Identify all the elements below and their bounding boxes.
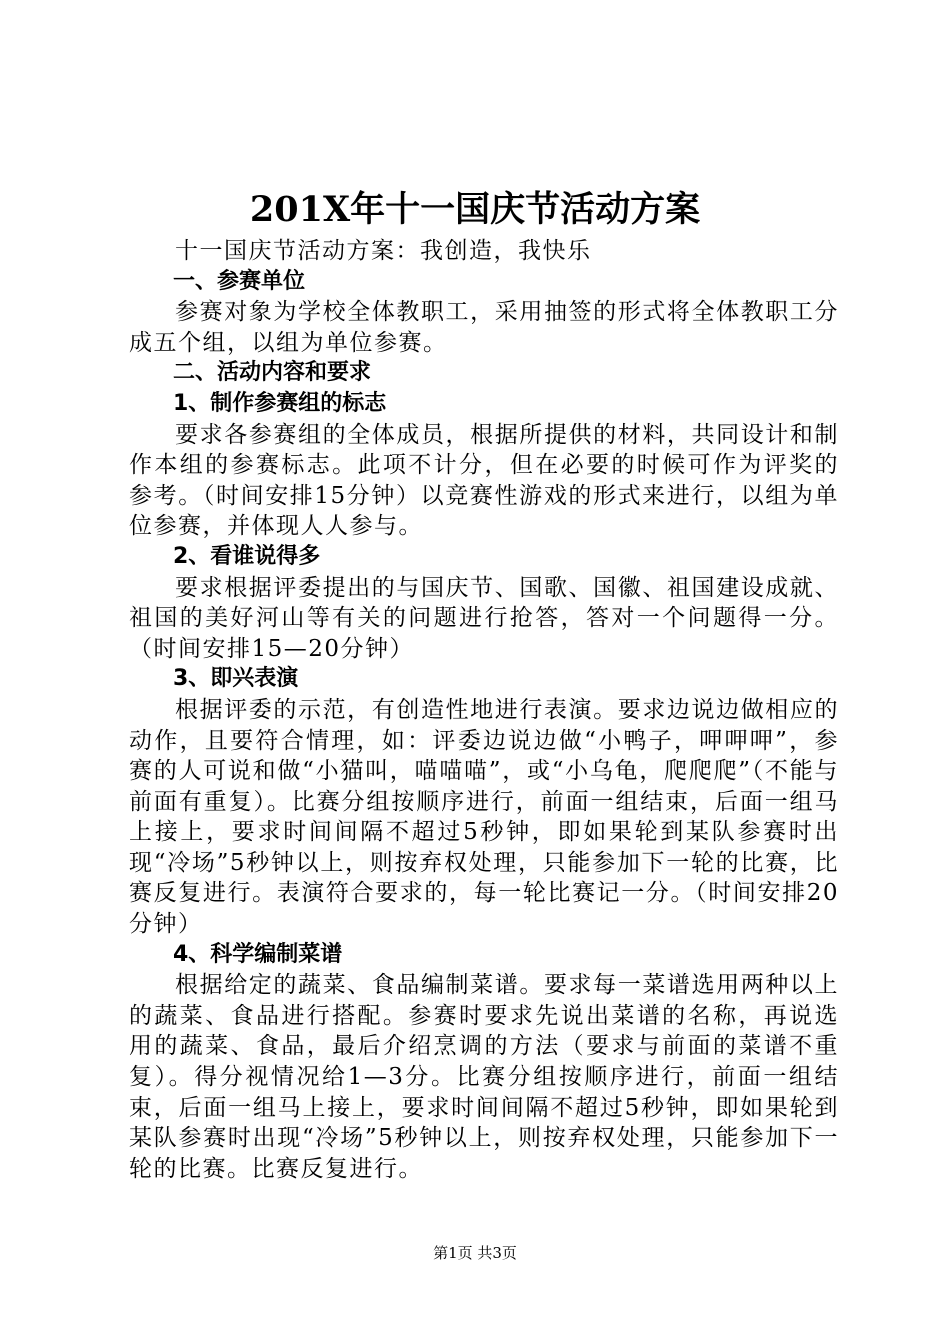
item-paragraph-3: 根据评委的示范，有创造性地进行表演。要求边说边做相应的动作，且要符合情理，如：评委边说边做“小鸭子，呷呷呷”，参赛的人可说和做“小猫叫，喵喵喵”，或“小乌龟，爬爬爬”（不能与前面有重复）。比赛分组按顺序进行，前面一组结束，后面一组马上接上，要求时间间隔不超过5秒钟，即如果轮到某队参赛时出现“冷场”5秒钟以上，则按弃权处理，只能参加下一轮的比赛，比赛反复进行。表演符合要求的，每一轮比赛记一分。（时间安排20分钟）	[129, 696, 839, 938]
item-heading-4: 4、科学编制菜谱	[173, 941, 343, 967]
section-paragraph-participants: 参赛对象为学校全体教职工，采用抽签的形式将全体教职工分成五个组，以组为单位参赛。	[129, 299, 839, 356]
item-paragraph-2: 要求根据评委提出的与国庆节、国歌、国徽、祖国建设成就、祖国的美好河山等有关的问题进行抢答，答对一个问题得一分。（时间安排15—20分钟）	[129, 574, 839, 662]
item-paragraph-1: 要求各参赛组的全体成员，根据所提供的材料，共同设计和制作本组的参赛标志。此项不计分，但在必要的时候可作为评奖的参考。（时间安排15分钟）以竞赛性游戏的形式来进行，以组为单位参赛，并体现人人参与。	[129, 421, 839, 540]
document-body	[129, 236, 839, 1184]
item-paragraph-4: 根据给定的蔬菜、食品编制菜谱。要求每一菜谱选用两种以上的蔬菜、食品进行搭配。参赛时要求先说出菜谱的名称，再说选用的蔬菜、食品，最后介绍烹调的方法（要求与前面的菜谱不重复）。得分视情况给1—3分。比赛分组按顺序进行，前面一组结束，后面一组马上接上，要求时间间隔不超过5秒钟，即如果轮到某队参赛时出现“冷场”5秒钟以上，则按弃权处理，只能参加下一轮的比赛。比赛反复进行。	[129, 972, 839, 1182]
item-heading-2: 2、看谁说得多	[173, 543, 321, 569]
page-footer: 第1页 共3页	[433, 1244, 517, 1262]
document-title: 201X年十一国庆节活动方案	[249, 189, 701, 230]
section-heading-participants: 一、参赛单位	[173, 268, 306, 294]
item-heading-1: 1、制作参赛组的标志	[173, 390, 387, 416]
item-heading-3: 3、即兴表演	[173, 666, 299, 692]
subtitle-line: 十一国庆节活动方案：我创造，我快乐	[175, 238, 592, 264]
section-heading-content: 二、活动内容和要求	[173, 360, 372, 386]
